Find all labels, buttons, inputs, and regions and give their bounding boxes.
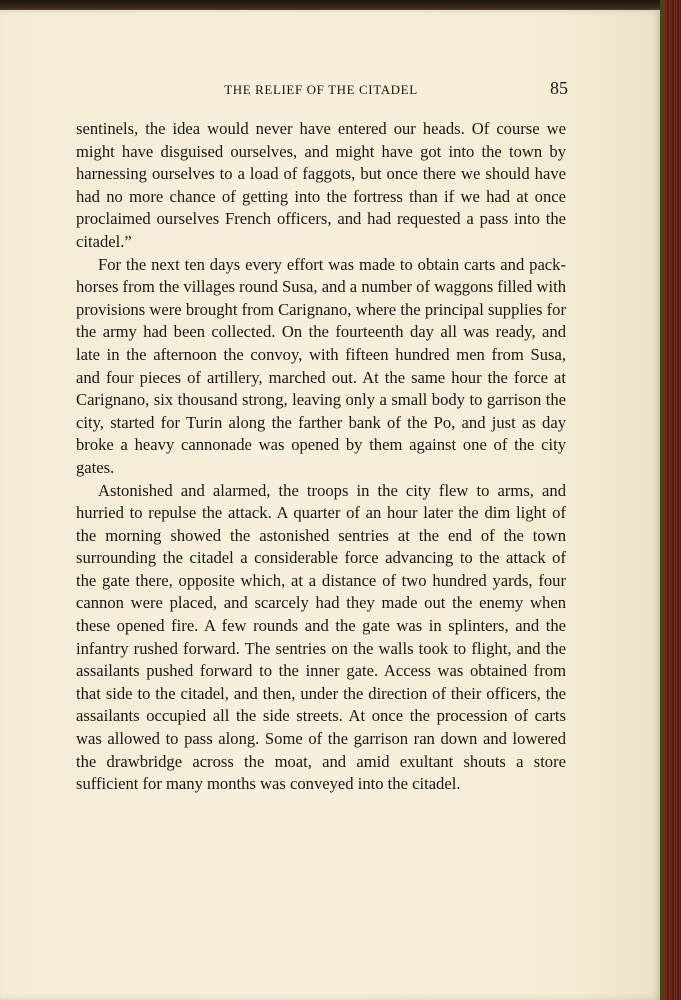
book-page-edges [660, 0, 681, 1000]
body-text [76, 118, 566, 796]
running-head [76, 76, 566, 100]
page-number: 85 [550, 78, 568, 98]
paragraph-1: sentinels, the idea would never have entered our heads. Of course we might have disguised ourselves, and might have got into the town by harnessing ourselves to a load of faggots, but once there we should have had no more chance of getting into the fortress than if we had at once proclaimed ourselves French officers, and had requested a pass into the citadel.” [76, 119, 566, 251]
paragraph-2: For the next ten days every effort was made to obtain carts and pack-horses from the villages round Susa, and a number of waggons filled with provisions were brought from Carignano, where the principal supplies for the army had been collected. On the fourteenth day all was ready, and late in the afternoon the convoy, with fifteen hundred men from Susa, and four pieces of artillery, marched out. At the same hour the force at Carignano, six thousand strong, leaving only a small body to garrison the city, started for Turin along the farther bank of the Po, and just as day broke a heavy cannonade was opened by them against one of the city gates. [76, 254, 566, 477]
paragraph-3: Astonished and alarmed, the troops in the city flew to arms, and hurried to repulse the attack. A quarter of an hour later the dim light of the morning showed the astonished sentries at the end of the town surrounding the citadel a considerable force advancing to the attack of the gate there, opposite which, at a distance of two hundred yards, four cannon were placed, and scarcely had they made out the enemy when these opened fire. A few rounds and the gate was in splinters, and the infantry rushed forward. The sentries on the walls took to flight, and the assailants pushed forward to the inner gate. Access was obtained from that side to the citadel, and then, under the direction of their officers, the assailants occupied all the side streets. At once the procession of carts was allowed to pass along. Some of the garrison ran down and lowered the drawbridge across the moat, and amid exultant shouts a store sufficient for many months was conveyed into the citadel. [76, 480, 566, 794]
running-head-title: THE RELIEF OF THE CITADEL [224, 82, 418, 97]
